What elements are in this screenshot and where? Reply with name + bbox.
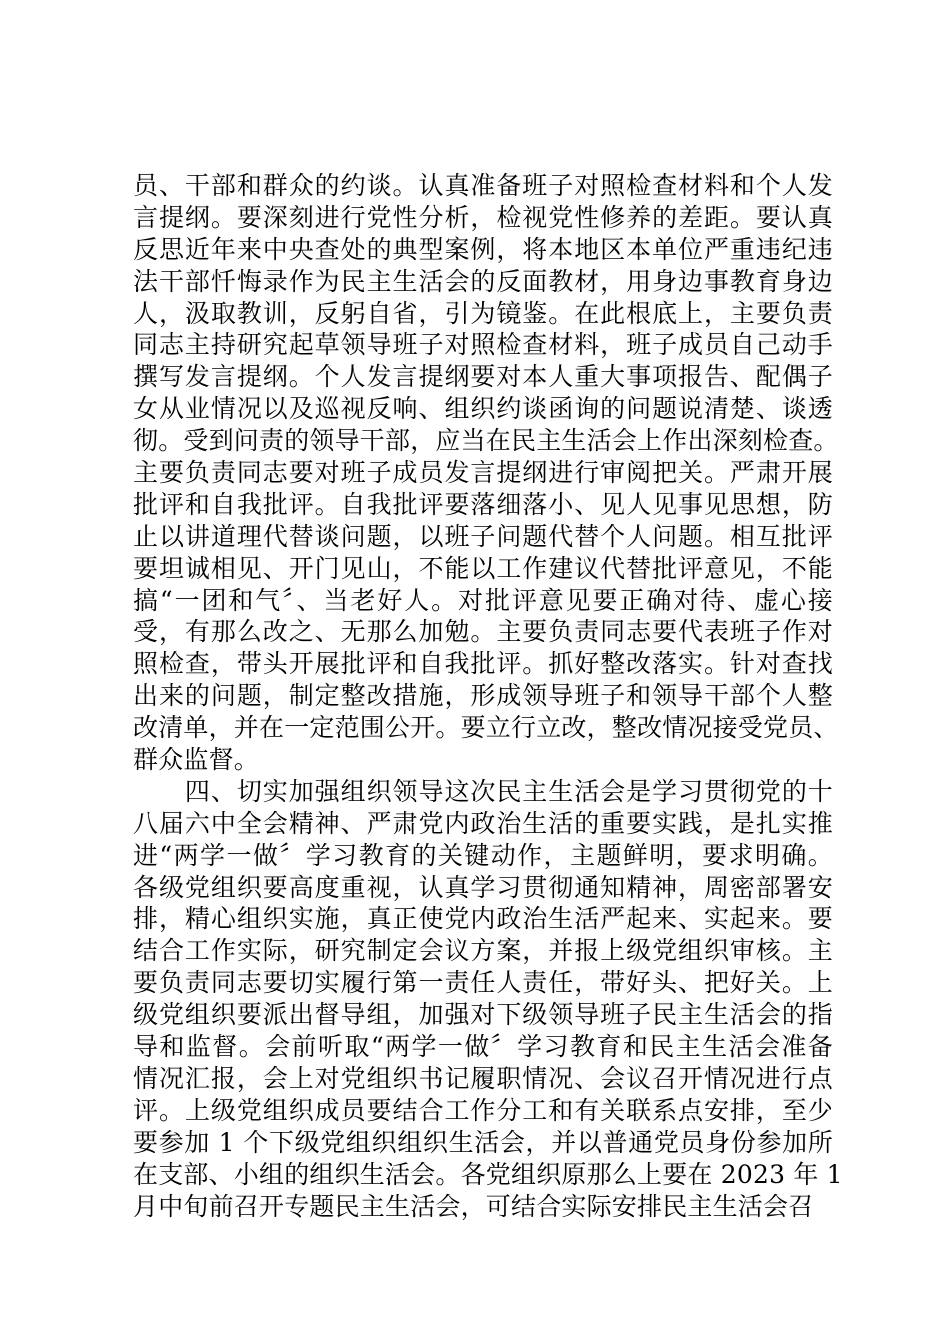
text-line: 情况汇报，会上对党组织书记履职情况、会议召开情况进行点 [133,1063,833,1093]
paragraph-2 [133,776,843,1222]
text-line: 导和监督。会前听取“两学一做〞学习教育和民主生活会准备 [133,1032,833,1062]
text-line: 反思近年来中央查处的典型案例，将本地区本单位严重违纪违 [133,234,833,264]
text-line: 人，汲取教训，反躬自省，引为镜鉴。在此根底上，主要负责 [133,298,833,328]
text-line: 要负责同志要切实履行第一责任人责任，带好头、把好关。上 [133,968,833,998]
text-line: 月中旬前召开专题民主生活会，可结合实际安排民主生活会召 [133,1191,814,1221]
text-line: 同志主持研究起草领导班子对照检查材料，班子成员自己动手 [133,330,833,360]
text-line: 撰写发言提纲。个人发言提纲要对本人重大事项报告、配偶子 [133,362,833,392]
text-line: 四、切实加强组织领导这次民主生活会是学习贯彻党的十 [133,776,833,806]
text-line: 改清单，并在一定范围公开。要立行立改，整改情况接受党员、 [133,713,839,743]
text-line: 要参加 1 个下级党组织组织生活会，并以普通党员身份参加所 [133,1127,833,1157]
body-text [133,170,843,1222]
text-line: 进“两学一做〞学习教育的关键动作，主题鲜明，要求明确。 [133,840,833,870]
text-line: 员、干部和群众的约谈。认真准备班子对照检查材料和个人发 [133,171,833,200]
text-line: 出来的问题，制定整改措施，形成领导班子和领导干部个人整 [133,681,833,711]
text-line: 法干部忏悔录作为民主生活会的反面教材，用身边事教育身边 [133,266,833,296]
text-line: 批评和自我批评。自我批评要落细落小、见人见事见思想，防 [133,489,833,519]
text-line: 言提纲。要深刻进行党性分析，检视党性修养的差距。要认真 [133,202,833,232]
text-line: 级党组织要派出督导组，加强对下级领导班子民主生活会的指 [133,1000,833,1030]
text-line: 在支部、小组的组织生活会。各党组织原那么上要在 2023 年 1 [133,1159,843,1189]
text-line: 要坦诚相见、开门见山，不能以工作建议代替批评意见，不能 [133,553,833,583]
text-line: 搞“一团和气〞、当老好人。对批评意见要正确对待、虚心接 [133,585,833,615]
paragraph-1 [133,170,839,776]
text-line: 群众监督。 [133,745,260,775]
text-line: 女从业情况以及巡视反响、组织约谈函询的问题说清楚、谈透 [133,394,833,424]
text-line: 评。上级党组织成员要结合工作分工和有关联系点安排，至少 [133,1095,833,1125]
text-line: 排，精心组织实施，真正使党内政治生活严起来、实起来。要 [133,904,833,934]
text-line: 八届六中全会精神、严肃党内政治生活的重要实践，是扎实推 [133,808,833,838]
text-line: 受，有那么改之、无那么加勉。主要负责同志要代表班子作对 [133,617,833,647]
text-line: 彻。受到问责的领导干部，应当在民主生活会上作出深刻检查。 [133,426,839,456]
text-line: 主要负责同志要对班子成员发言提纲进行审阅把关。严肃开展 [133,458,833,488]
text-line: 各级党组织要高度重视，认真学习贯彻通知精神，周密部署安 [133,872,833,902]
text-line: 结合工作实际，研究制定会议方案，并报上级党组织审核。主 [133,936,833,966]
text-line: 照检查，带头开展批评和自我批评。抓好整改落实。针对查找 [133,649,833,679]
text-line: 止以讲道理代替谈问题，以班子问题代替个人问题。相互批评 [133,521,833,551]
